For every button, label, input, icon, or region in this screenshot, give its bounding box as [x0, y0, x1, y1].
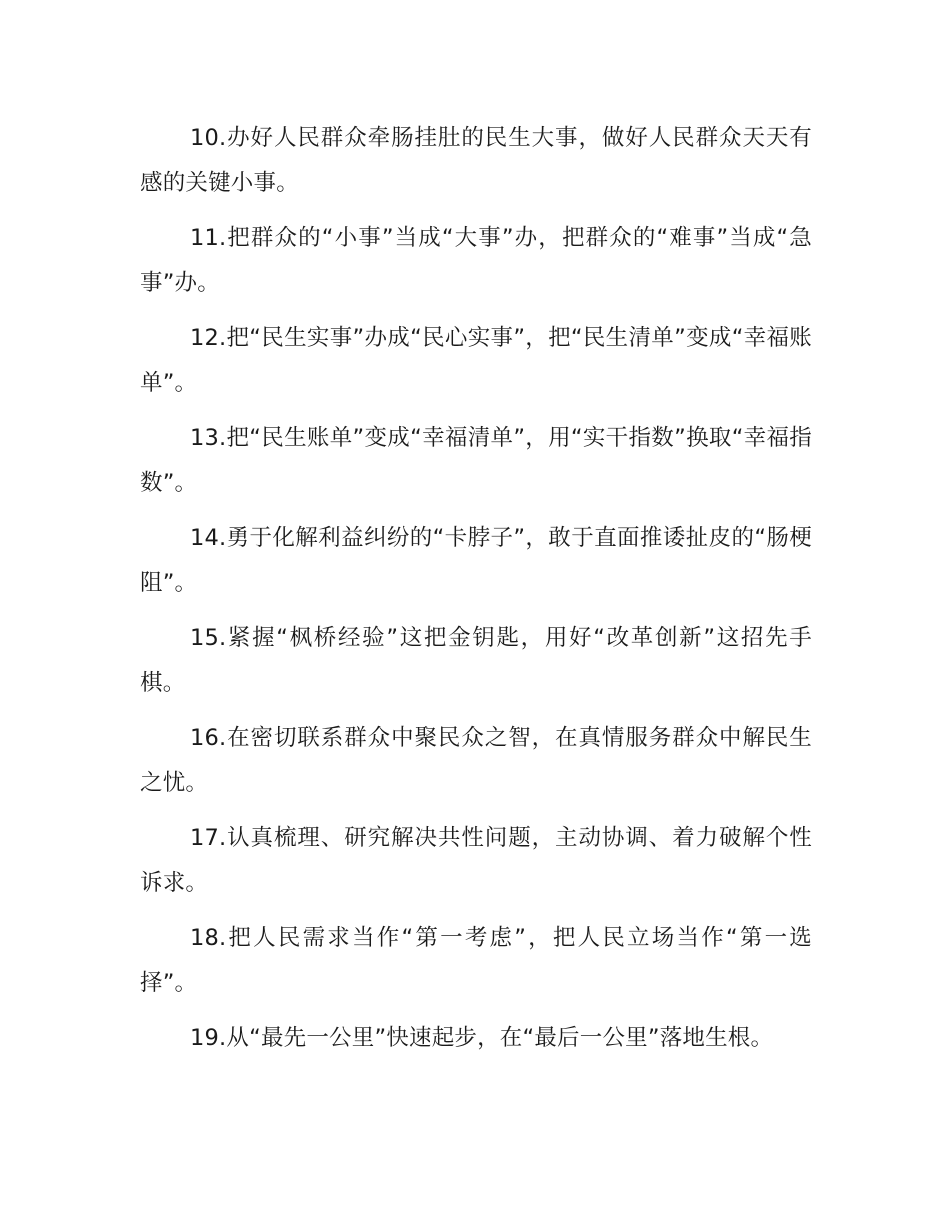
paragraph-12: 12.把“民生实事”办成“民心实事”，把“民生清单”变成“幸福账单”。	[140, 325, 812, 396]
paragraph-11: 11.把群众的“小事”当成“大事”办，把群众的“难事”当成“急事”办。	[140, 225, 812, 296]
paragraph-19: 19.从“最先一公里”快速起步，在“最后一公里”落地生根。	[190, 1025, 774, 1051]
document-body	[140, 116, 812, 1071]
paragraph-10: 10.办好人民群众牵肠挂肚的民生大事，做好人民群众天天有感的关键小事。	[140, 125, 812, 196]
paragraph-18: 18.把人民需求当作“第一考虑”，把人民立场当作“第一选择”。	[140, 925, 812, 996]
paragraph-14: 14.勇于化解利益纠纷的“卡脖子”，敢于直面推诿扯皮的“肠梗阻”。	[140, 525, 812, 596]
paragraph-15: 15.紧握“枫桥经验”这把金钥匙，用好“改革创新”这招先手棋。	[140, 625, 812, 696]
paragraph-16: 16.在密切联系群众中聚民众之智，在真情服务群众中解民生之忧。	[140, 725, 812, 796]
paragraph-13: 13.把“民生账单”变成“幸福清单”，用“实干指数”换取“幸福指数”。	[140, 425, 812, 496]
paragraph-17: 17.认真梳理、研究解决共性问题，主动协调、着力破解个性诉求。	[140, 825, 812, 896]
